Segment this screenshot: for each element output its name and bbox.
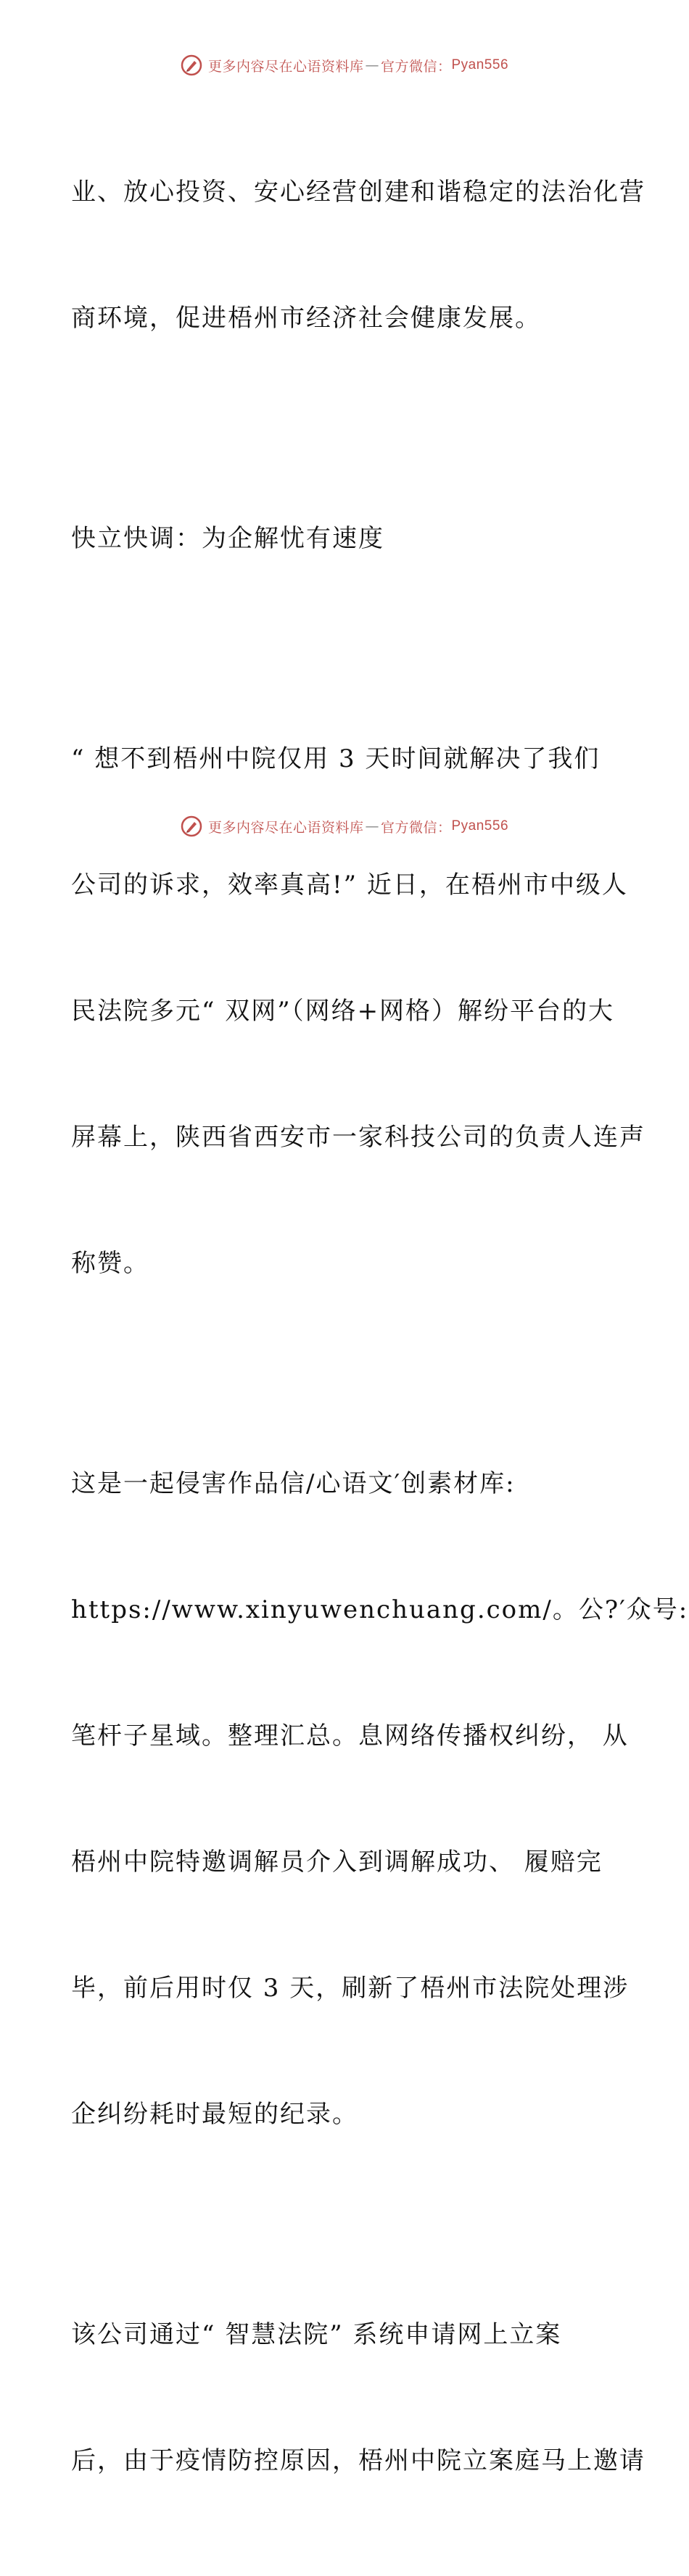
paragraph bbox=[71, 1379, 689, 2219]
watermark-separator: — bbox=[365, 818, 379, 834]
text-line: 梧州中院特邀调解员介入到调解成功、 履赔完 bbox=[71, 1848, 603, 1877]
text-line: 快立快调：为企解忧有速度 bbox=[71, 524, 384, 553]
watermark-text: 更多内容尽在心语资料库 bbox=[207, 58, 364, 75]
watermark-label: 官方微信： bbox=[380, 819, 452, 836]
text-line: 毕，前后用时仅 3 天，刷新了梧州市法院处理涉 bbox=[71, 1974, 630, 2003]
watermark-separator: — bbox=[365, 57, 379, 73]
text-line: 屏幕上，陕西省西安市一家科技公司的负责人连声 bbox=[71, 1123, 645, 1152]
watermark-account: Pyan556 bbox=[451, 818, 509, 834]
pen-logo-icon bbox=[181, 54, 202, 76]
text-line: 民法院多元“ 双网”（网络+网格）解纷平台的大 bbox=[71, 997, 615, 1026]
header-watermark bbox=[0, 51, 689, 80]
watermark-label: 官方微信： bbox=[380, 58, 452, 75]
text-line: 公司的诉求，效率真高!” 近日，在梧州市中级人 bbox=[71, 871, 628, 899]
pen-logo-icon bbox=[181, 815, 202, 837]
text-line: 企纠纷耗时最短的纪录。 bbox=[71, 2100, 358, 2129]
document-body bbox=[71, 87, 689, 2576]
text-line: 业、放心投资、安心经营创建和谐稳定的法治化营 bbox=[71, 178, 645, 207]
paragraph bbox=[71, 2230, 645, 2566]
text-line: 该公司通过“ 智慧法院” 系统申请网上立案 bbox=[71, 2320, 562, 2349]
watermark-text: 更多内容尽在心语资料库 bbox=[207, 819, 364, 836]
footer-watermark bbox=[0, 812, 689, 841]
text-line: https://www.xinyuwenchuang.com/。公?′众号: bbox=[71, 1595, 689, 1624]
text-line: 称赞。 bbox=[71, 1249, 149, 1278]
paragraph bbox=[71, 87, 645, 423]
watermark-account: Pyan556 bbox=[451, 57, 509, 72]
text-line: 商环境，促进梧州市经济社会健康发展。 bbox=[71, 304, 541, 333]
text-line: 笔杆子星域。整理汇总。息网络传播权纠纷， 从 bbox=[71, 1721, 629, 1750]
text-line: “ 想不到梧州中院仅用 3 天时间就解决了我们 bbox=[71, 744, 601, 773]
text-line: 后，由于疫情防控原因，梧州中院立案庭马上邀请 bbox=[71, 2446, 645, 2475]
text-line: 这是一起侵害作品信/心语文′创素材库: bbox=[71, 1469, 516, 1498]
paragraph bbox=[71, 654, 645, 1368]
section-heading bbox=[71, 433, 622, 644]
